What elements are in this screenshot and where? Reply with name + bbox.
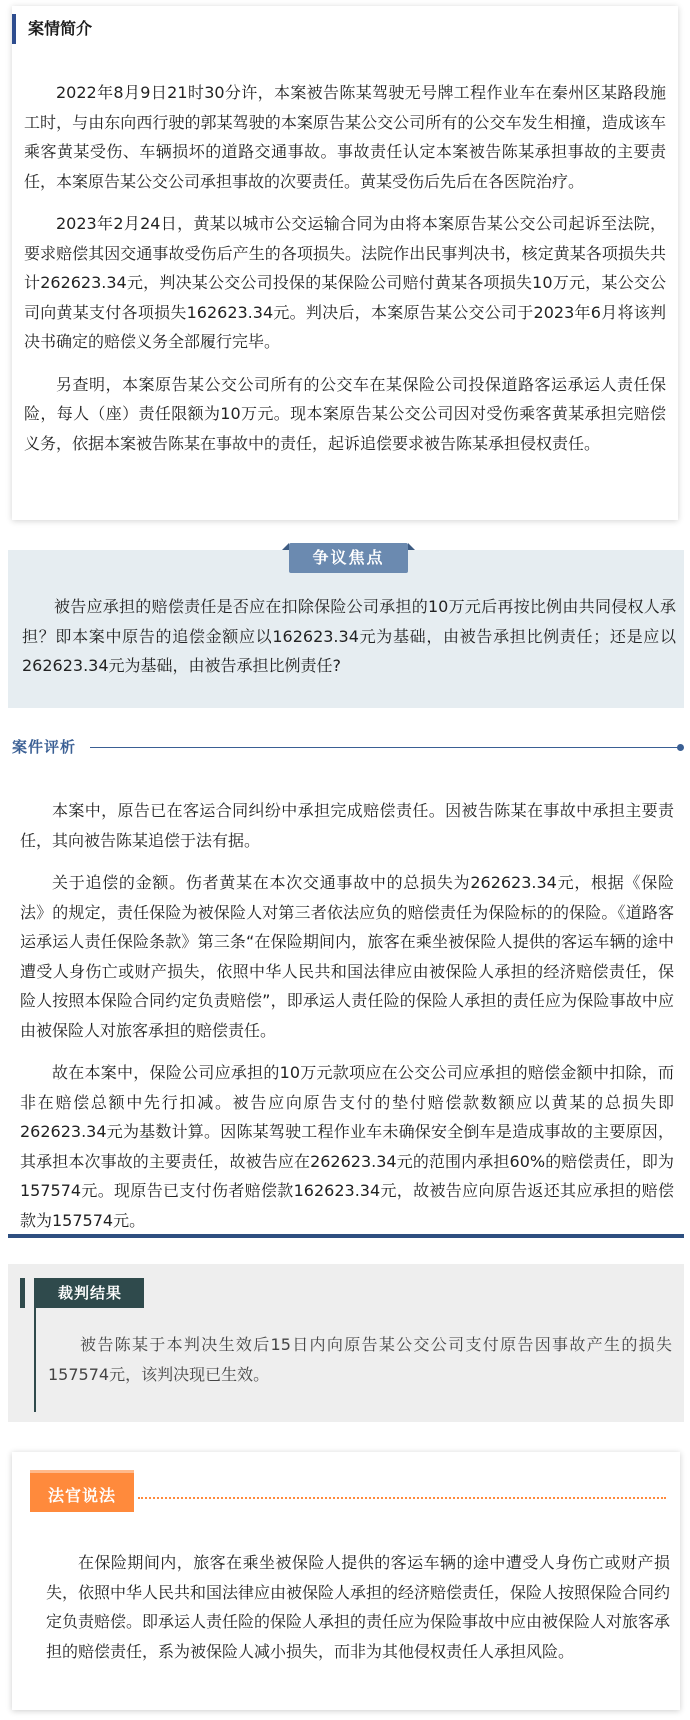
summary-paragraph-2: 2023年2月24日，黄某以城市公交运输合同为由将本案原告某公交公司起诉至法院，要求赔偿其因交通事故受伤后产生的各项损失。法院作出民事判决书，核定黄某各项损失共计262623.34元，判决某公交公司投保的某保险公司赔付黄某各项损失10万元，某公交公司向黄某支付各项损失162623.34元。判决后，本案原告某公交公司于2023年6月将该判决书确定的赔偿义务全部履行完毕。 [24, 214, 666, 351]
analysis-bottom-rule [8, 1234, 684, 1238]
case-summary-body [24, 78, 666, 458]
judgment-body [48, 1330, 672, 1389]
case-summary-card [12, 6, 678, 520]
judge-remarks-card [12, 1452, 680, 1710]
judgment-section [8, 1264, 684, 1422]
judgment-paragraph: 被告陈某于本判决生效后15日内向原告某公交公司支付原告因事故产生的损失157574元，该判决现已生效。 [48, 1335, 672, 1384]
judge-remarks-body [46, 1548, 670, 1666]
judgment-accent-bar [20, 1278, 25, 1308]
analysis-paragraph-3: 故在本案中，保险公司应承担的10万元款项应在公交公司应承担的赔偿金额中扣除，而非在赔偿总额中先行扣减。被告应向原告支付的垫付赔偿款数额应以黄某的总损失即262623.34元为基数计算。因陈某驾驶工程作业车未确保安全倒车是造成事故的主要原因，其承担本次事故的主要责任，故被告应在262623.34元的范围内承担60%的赔偿责任，即为157574元。现原告已支付伤者赔偿款162623.34元，故被告应向原告返还其应承担的赔偿款为157574元。 [20, 1063, 674, 1230]
dispute-paragraph: 被告应承担的赔偿责任是否应在扣除保险公司承担的10万元后再按比例由共同侵权人承担？即本案中原告的追偿金额应以162623.34元为基础，由被告承担比例责任；还是应以262623.34元为基础，由被告承担比例责任? [22, 597, 676, 675]
judge-remarks-dotted-line [138, 1497, 666, 1499]
analysis-divider-line [90, 747, 678, 748]
analysis-title: 案件评析 [12, 738, 77, 756]
summary-paragraph-3: 另查明，本案原告某公交公司所有的公交车在某保险公司投保道路客运承运人责任保险，每人（座）责任限额为10万元。现本案原告某公交公司因对受伤乘客黄某承担完赔偿义务，依据本案被告陈某在事故中的责任，起诉追偿要求被告陈某承担侵权责任。 [24, 374, 666, 453]
case-summary-title: 案情简介 [12, 14, 92, 44]
judge-remarks-title: 法官说法 [30, 1470, 134, 1512]
analysis-body [20, 796, 674, 1235]
analysis-paragraph-1: 本案中，原告已在客运合同纠纷中承担完成赔偿责任。因被告陈某在事故中承担主要责任，其向被告陈某追偿于法有据。 [20, 801, 674, 850]
analysis-header [12, 736, 684, 758]
summary-paragraph-1: 2022年8月9日21时30分许，本案被告陈某驾驶无号牌工程作业车在秦州区某路段施工时，与由东向西行驶的郭某驾驶的本案原告某公交公司所有的公交车发生相撞，造成该车乘客黄某受伤、车辆损坏的道路交通事故。事故责任认定本案被告陈某承担事故的主要责任，本案原告某公交公司承担事故的次要责任。黄某受伤后先后在各医院治疗。 [24, 83, 666, 191]
analysis-paragraph-2: 关于追偿的金额。伤者黄某在本次交通事故中的总损失为262623.34元，根据《保险法》的规定，责任保险为被保险人对第三者依法应负的赔偿责任为保险标的的保险。《道路客运承运人责任保险条款》第三条“在保险期间内，旅客在乘坐被保险人提供的客运车辆的途中遭受人身伤亡或财产损失，依照中华人民共和国法律应由被保险人承担的经济赔偿责任，保险人按照本保险合同约定负责赔偿”，即承运人责任险的保险人承担的责任应为保险事故中应由被保险人对旅客承担的赔偿责任。 [20, 873, 674, 1040]
dispute-title: 争议焦点 [289, 543, 408, 573]
judge-remarks-paragraph: 在保险期间内，旅客在乘坐被保险人提供的客运车辆的途中遭受人身伤亡或财产损失，依照中华人民共和国法律应由被保险人承担的经济赔偿责任，保险人按照保险合同约定负责赔偿。即承运人责任险的保险人承担的责任应为保险事故中应由被保险人对旅客承担的赔偿责任，系为被保险人减小损失，而非为其他侵权责任人承担风险。 [46, 1553, 671, 1661]
dispute-section [8, 550, 684, 708]
judgment-title: 裁判结果 [36, 1278, 144, 1308]
analysis-divider-dot [677, 744, 684, 751]
dispute-body [22, 592, 676, 681]
